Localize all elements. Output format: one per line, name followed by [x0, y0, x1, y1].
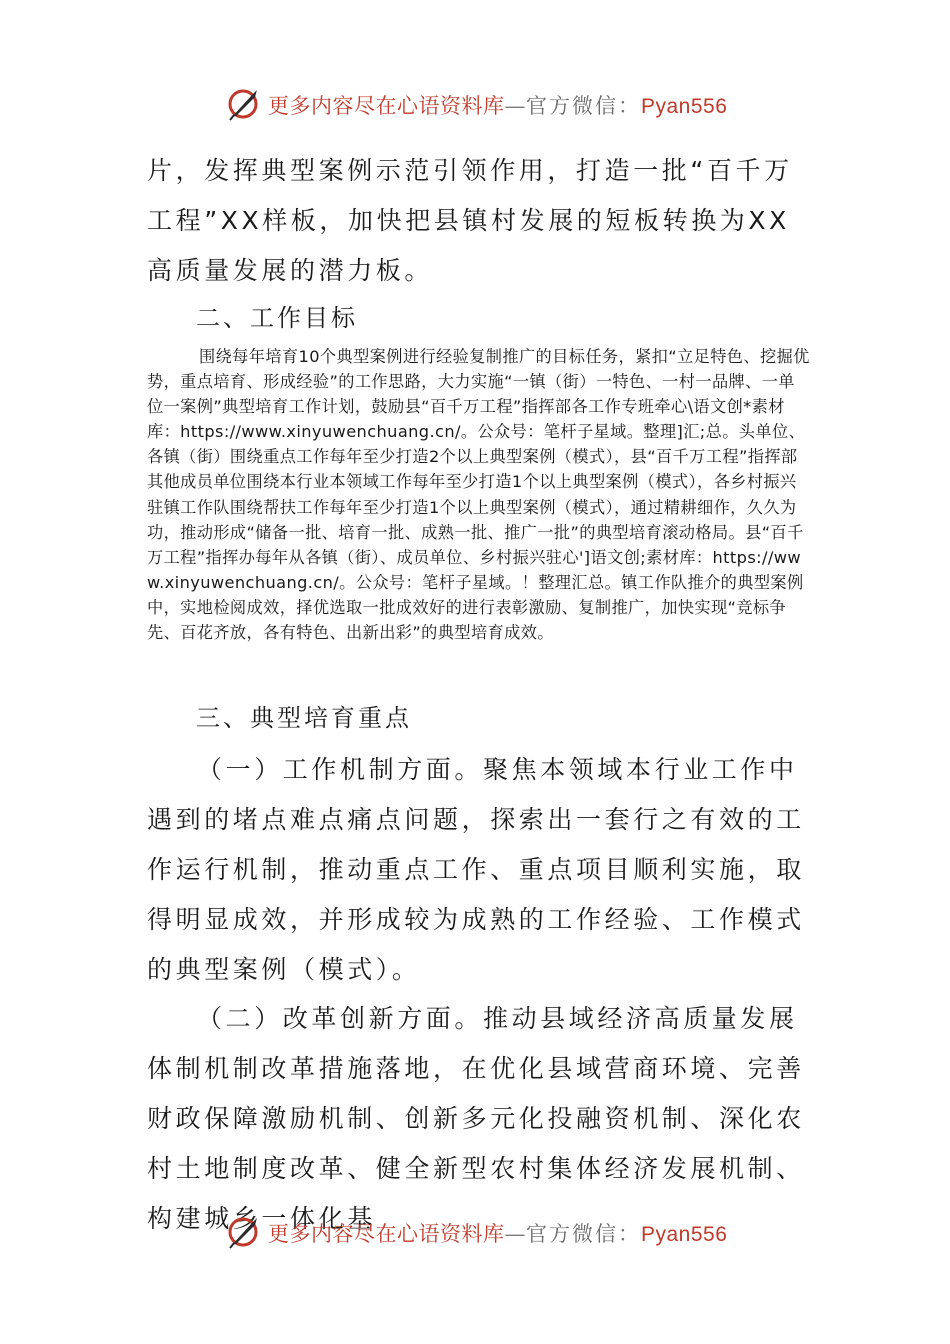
quill-pen-logo-icon	[226, 1214, 262, 1250]
banner-text: 更多内容尽在心语资料库—官方微信：Pyan556	[268, 1222, 728, 1246]
section-heading-goals: 二、工作目标	[196, 304, 358, 332]
reform-paragraph: （二）改革创新方面。推动县域经济高质量发展体制机制改革措施落地，在优化县域营商环境、完善财政保障激励机制、创新多元化投融资机制、深化农村土地制度改革、健全新型农村集体经济发展机制、构建城乡一体化基	[147, 1004, 805, 1233]
quill-pen-logo-icon	[226, 86, 262, 122]
header-banner	[0, 84, 950, 124]
section-heading-focus: 三、典型培育重点	[196, 704, 412, 732]
goals-paragraph: 围绕每年培育10个典型案例进行经验复制推广的目标任务，紧扣“立足特色、挖掘优势，重点培育、形成经验”的工作思路，大力实施“一镇（街）一特色、一村一品牌、一单位一案例”典型培育工作计划，鼓励县“百千万工程”指挥部各工作专班牵心\语文创*素材库：https://www.xinyuwenchuang.cn/。公众号：笔杆子星域。整理]汇;总。头单位、各镇（街）围绕重点工作每年至少打造2个以上典型案例（模式），县“百千万工程”指挥部其他成员单位围绕本行业本领域工作每年至少打造1个以上典型案例（模式），各乡村振兴驻镇工作队围绕帮扶工作每年至少打造1个以上典型案例（模式），通过精耕细作，久久为功，推动形成“储备一批、培育一批、成熟一批、推广一批”的典型培育滚动格局。县“百千万工程”指挥办每年从各镇（街）、成员单位、乡村振兴驻心']语文创;素材库：https://www.xinyuwenchuang.cn/。公众号：笔杆子星域。！整理汇总。镇工作队推介的典型案例中，实地检阅成效，择优选取一批成效好的进行表彰激励、复制推广，加快实现“竞标争先、百花齐放，各有特色、出新出彩”的典型培育成效。	[147, 347, 810, 643]
intro-paragraph: 片，发挥典型案例示范引领作用，打造一批“百千万工程”XX样板，加快把县镇村发展的短板转换为XX高质量发展的潜力板。	[147, 156, 793, 285]
banner-text: 更多内容尽在心语资料库—官方微信：Pyan556	[268, 94, 728, 118]
footer-banner	[0, 1212, 950, 1252]
mechanism-paragraph: （一）工作机制方面。聚焦本领域本行业工作中遇到的堵点难点痛点问题，探索出一套行之有效的工作运行机制，推动重点工作、重点项目顺利实施，取得明显成效，并形成较为成熟的工作经验、工作模式的典型案例（模式）。	[147, 755, 805, 984]
